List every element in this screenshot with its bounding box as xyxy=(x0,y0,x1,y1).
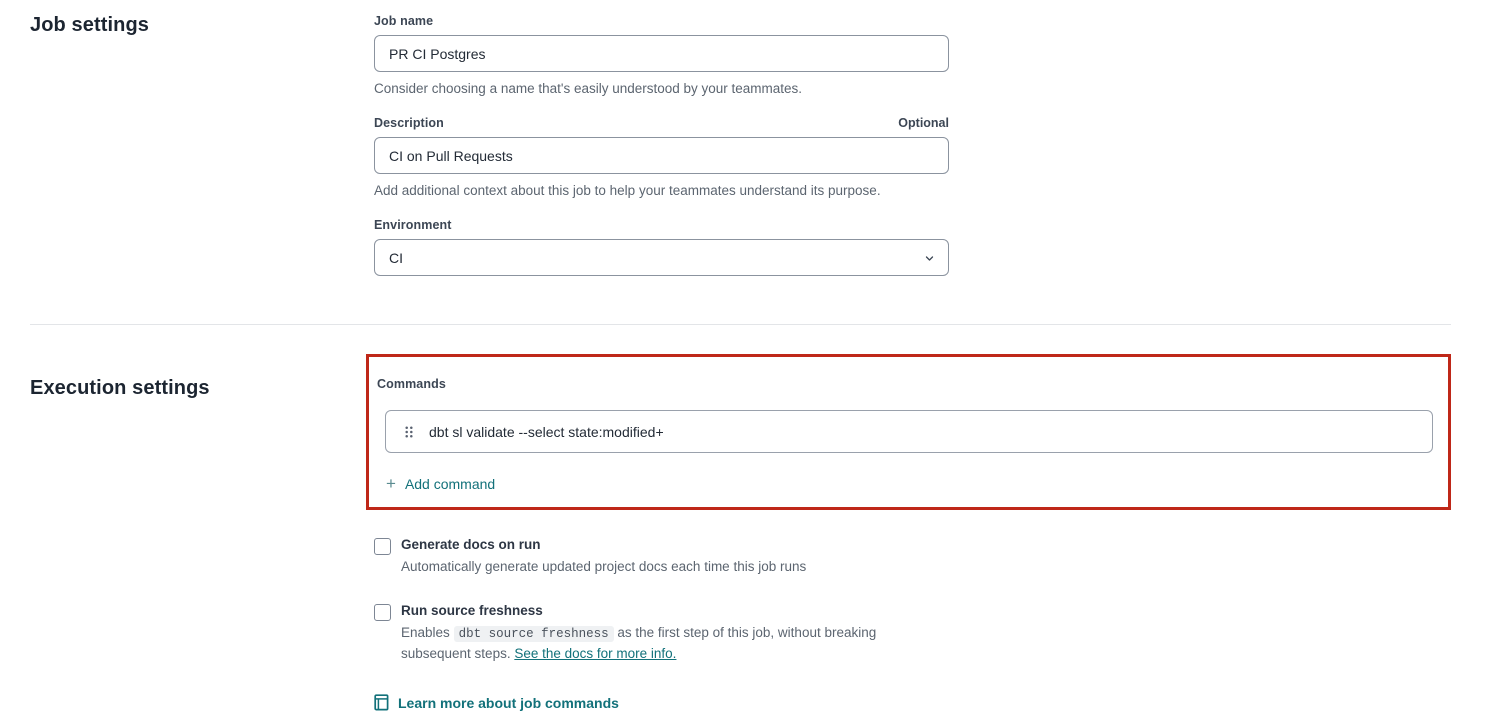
command-input[interactable]: dbt sl validate --select state:modified+ xyxy=(429,423,664,440)
generate-docs-checkbox[interactable] xyxy=(374,538,391,555)
job-name-input[interactable] xyxy=(374,35,949,72)
environment-select-value: CI xyxy=(389,249,403,266)
source-freshness-checkbox[interactable] xyxy=(374,604,391,621)
source-freshness-code-snippet: dbt source freshness xyxy=(454,626,614,642)
execution-settings-heading: Execution settings xyxy=(30,377,210,399)
book-icon xyxy=(374,694,389,711)
source-freshness-desc-suffix: as the first step of this job, without breaking subsequent steps. xyxy=(401,625,877,661)
description-input[interactable] xyxy=(374,137,949,174)
job-settings-heading-col xyxy=(30,14,374,37)
commands-label: Commands xyxy=(377,377,446,391)
add-command-label: Add command xyxy=(404,476,496,492)
description-field-group xyxy=(374,116,949,198)
drag-handle-icon[interactable] xyxy=(405,426,413,438)
environment-label: Environment xyxy=(374,218,452,232)
job-name-field-group xyxy=(374,14,949,96)
execution-settings-heading-col xyxy=(30,354,374,400)
source-freshness-label[interactable]: Run source freshness xyxy=(401,603,543,619)
description-helper: Add additional context about this job to help your teammates understand its purpose. xyxy=(374,183,881,198)
environment-field-group xyxy=(374,218,949,276)
source-freshness-row xyxy=(374,603,1451,664)
add-command-button[interactable] xyxy=(386,476,495,492)
description-optional-badge: Optional xyxy=(898,116,949,130)
description-label: Description xyxy=(374,116,444,130)
source-freshness-description xyxy=(401,623,946,664)
commands-highlight-box xyxy=(366,354,1451,510)
source-freshness-desc-prefix: Enables xyxy=(401,625,450,641)
chevron-down-icon xyxy=(924,253,935,264)
command-row[interactable] xyxy=(385,410,1433,453)
job-name-label: Job name xyxy=(374,14,434,28)
job-settings-form xyxy=(374,14,1451,276)
job-settings-section xyxy=(30,14,1451,276)
generate-docs-row xyxy=(374,537,1451,577)
execution-settings-section xyxy=(30,354,1451,716)
execution-settings-form xyxy=(374,354,1451,716)
generate-docs-description: Automatically generate updated project docs each time this job runs xyxy=(401,559,807,574)
environment-select[interactable] xyxy=(374,239,949,276)
generate-docs-label[interactable]: Generate docs on run xyxy=(401,537,541,552)
section-divider xyxy=(30,324,1451,325)
plus-icon: + xyxy=(386,474,396,493)
learn-more-label: Learn more about job commands xyxy=(398,694,619,711)
job-settings-heading: Job settings xyxy=(30,14,149,36)
learn-more-link[interactable] xyxy=(374,694,619,711)
source-freshness-docs-link[interactable]: See the docs for more info. xyxy=(514,646,677,661)
job-name-helper: Consider choosing a name that's easily understood by your teammates. xyxy=(374,81,803,96)
